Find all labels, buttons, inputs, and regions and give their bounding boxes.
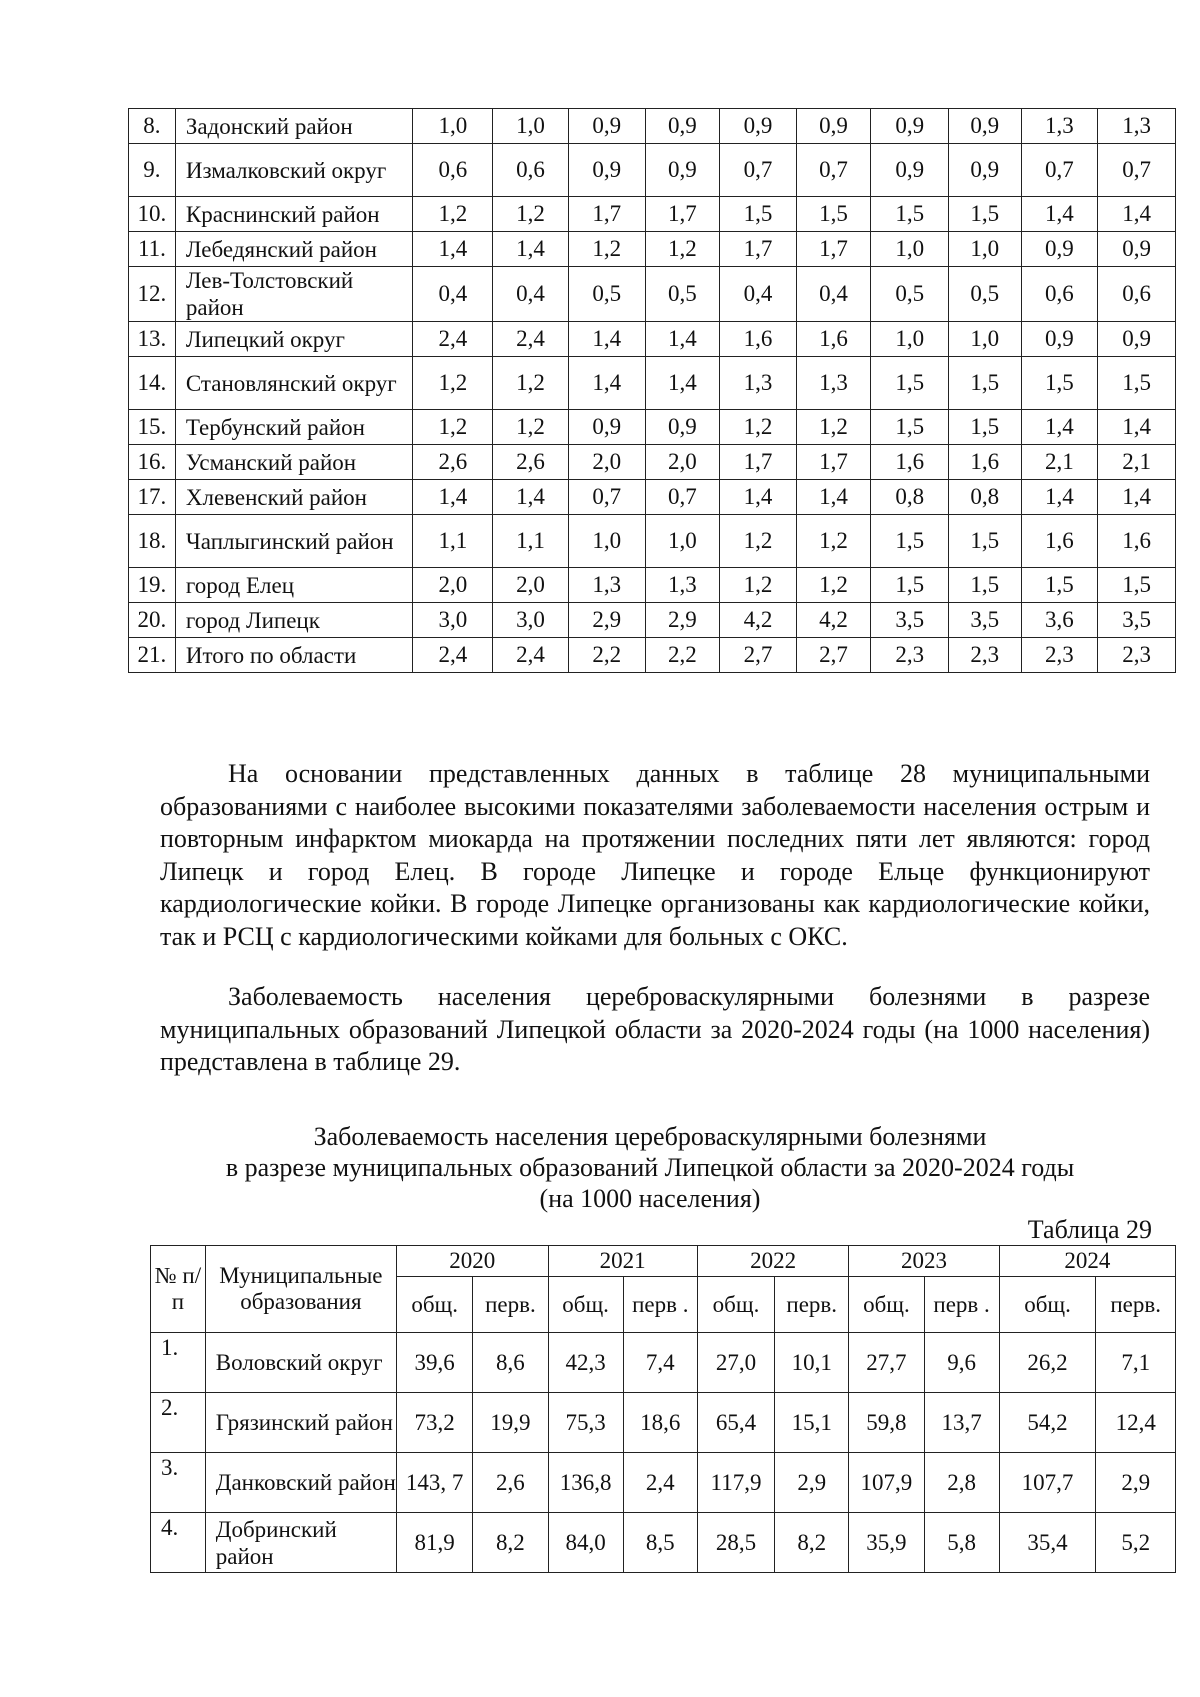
header-subcolumn: перв.: [1096, 1277, 1176, 1333]
municipality-name: Задонский район: [175, 109, 413, 144]
header-subcolumn: общ.: [548, 1277, 623, 1333]
table-29-title-line-1: Заболеваемость населения цереброваскулярными болезнями: [313, 1122, 987, 1151]
value-cell: 1,4: [568, 322, 645, 357]
header-subcolumn: перв.: [473, 1277, 548, 1333]
value-cell: 8,5: [623, 1513, 697, 1573]
value-cell: 2,4: [413, 638, 493, 673]
value-cell: 2,4: [623, 1453, 697, 1513]
value-cell: 2,4: [493, 322, 569, 357]
value-cell: 1,5: [949, 357, 1021, 410]
value-cell: 1,4: [1098, 197, 1176, 232]
value-cell: 2,2: [568, 638, 645, 673]
value-cell: 1,2: [645, 232, 720, 267]
value-cell: 1,2: [413, 197, 493, 232]
row-number: 4.: [151, 1513, 206, 1573]
value-cell: 2,3: [1021, 638, 1098, 673]
value-cell: 1,4: [645, 322, 720, 357]
value-cell: 1,3: [645, 568, 720, 603]
value-cell: 143, 7: [397, 1453, 473, 1513]
value-cell: 1,2: [413, 357, 493, 410]
header-subcolumn: общ.: [397, 1277, 473, 1333]
row-number: 18.: [129, 515, 176, 568]
value-cell: 8,2: [473, 1513, 548, 1573]
value-cell: 8,2: [775, 1513, 849, 1573]
value-cell: 1,4: [1021, 197, 1098, 232]
value-cell: 1,7: [720, 445, 797, 480]
municipality-name: Усманский район: [175, 445, 413, 480]
value-cell: 12,4: [1096, 1393, 1176, 1453]
value-cell: 3,5: [949, 603, 1021, 638]
value-cell: 0,7: [796, 144, 871, 197]
value-cell: 1,4: [493, 480, 569, 515]
value-cell: 1,4: [1098, 480, 1176, 515]
value-cell: 1,5: [949, 515, 1021, 568]
value-cell: 1,7: [720, 232, 797, 267]
table-29-title: [150, 1121, 1150, 1214]
value-cell: 39,6: [397, 1333, 473, 1393]
table-row: [129, 480, 1176, 515]
value-cell: 0,9: [796, 109, 871, 144]
municipality-name: город Липецк: [175, 603, 413, 638]
table-row: [129, 267, 1176, 322]
value-cell: 8,6: [473, 1333, 548, 1393]
value-cell: 1,5: [871, 197, 949, 232]
row-number: 14.: [129, 357, 176, 410]
municipality-name: Итого по области: [175, 638, 413, 673]
value-cell: 73,2: [397, 1393, 473, 1453]
value-cell: 1,5: [796, 197, 871, 232]
value-cell: 0,6: [1098, 267, 1176, 322]
value-cell: 2,0: [568, 445, 645, 480]
value-cell: 0,8: [949, 480, 1021, 515]
value-cell: 2,4: [493, 638, 569, 673]
table-29-header: [151, 1246, 1176, 1333]
value-cell: 0,8: [871, 480, 949, 515]
table-row: [129, 638, 1176, 673]
value-cell: 1,7: [568, 197, 645, 232]
value-cell: 2,9: [775, 1453, 849, 1513]
value-cell: 27,7: [849, 1333, 924, 1393]
value-cell: 0,4: [720, 267, 797, 322]
value-cell: 1,2: [796, 568, 871, 603]
value-cell: 2,3: [871, 638, 949, 673]
value-cell: 1,4: [645, 357, 720, 410]
value-cell: 0,9: [645, 109, 720, 144]
value-cell: 0,9: [568, 144, 645, 197]
value-cell: 0,5: [568, 267, 645, 322]
value-cell: 1,3: [1098, 109, 1176, 144]
value-cell: 1,3: [796, 357, 871, 410]
value-cell: 2,3: [1098, 638, 1176, 673]
value-cell: 0,9: [1098, 232, 1176, 267]
value-cell: 1,3: [568, 568, 645, 603]
value-cell: 2,6: [493, 445, 569, 480]
header-name: Муниципальные образования: [205, 1246, 396, 1333]
header-subcolumn: общ.: [697, 1277, 774, 1333]
value-cell: 0,4: [413, 267, 493, 322]
municipality-name: Грязинский район: [205, 1393, 396, 1453]
value-cell: 1,3: [1021, 109, 1098, 144]
value-cell: 0,9: [568, 109, 645, 144]
municipality-name: город Елец: [175, 568, 413, 603]
header-year: 2022: [697, 1246, 848, 1277]
value-cell: 1,0: [949, 232, 1021, 267]
value-cell: 7,1: [1096, 1333, 1176, 1393]
value-cell: 35,4: [999, 1513, 1096, 1573]
value-cell: 1,5: [871, 410, 949, 445]
value-cell: 1,0: [413, 109, 493, 144]
value-cell: 0,4: [796, 267, 871, 322]
header-year: 2020: [397, 1246, 548, 1277]
table-28-body: [129, 109, 1176, 673]
row-number: 15.: [129, 410, 176, 445]
value-cell: 1,4: [796, 480, 871, 515]
row-number: 20.: [129, 603, 176, 638]
municipality-name: Добринский район: [205, 1513, 396, 1573]
value-cell: 0,9: [720, 109, 797, 144]
value-cell: 7,4: [623, 1333, 697, 1393]
row-number: 19.: [129, 568, 176, 603]
value-cell: 1,4: [413, 232, 493, 267]
table-row: [129, 357, 1176, 410]
value-cell: 1,0: [493, 109, 569, 144]
value-cell: 2,6: [473, 1453, 548, 1513]
value-cell: 0,9: [1021, 232, 1098, 267]
value-cell: 3,5: [1098, 603, 1176, 638]
value-cell: 0,7: [720, 144, 797, 197]
value-cell: 2,2: [645, 638, 720, 673]
value-cell: 1,2: [720, 568, 797, 603]
value-cell: 0,5: [871, 267, 949, 322]
municipality-name: Данковский район: [205, 1453, 396, 1513]
table-row: [129, 603, 1176, 638]
value-cell: 1,5: [871, 515, 949, 568]
row-number: 8.: [129, 109, 176, 144]
value-cell: 1,2: [796, 515, 871, 568]
value-cell: 0,9: [949, 144, 1021, 197]
value-cell: 0,9: [645, 410, 720, 445]
value-cell: 1,0: [871, 232, 949, 267]
value-cell: 3,0: [493, 603, 569, 638]
value-cell: 26,2: [999, 1333, 1096, 1393]
table-28: [128, 108, 1176, 673]
value-cell: 0,5: [949, 267, 1021, 322]
table-row: [129, 568, 1176, 603]
value-cell: 0,5: [645, 267, 720, 322]
header-subcolumn: перв .: [623, 1277, 697, 1333]
value-cell: 1,6: [796, 322, 871, 357]
value-cell: 1,4: [568, 357, 645, 410]
value-cell: 1,6: [1021, 515, 1098, 568]
value-cell: 2,7: [720, 638, 797, 673]
table-row: [151, 1333, 1176, 1393]
value-cell: 0,6: [413, 144, 493, 197]
table-29-label: Таблица 29: [1027, 1215, 1152, 1244]
value-cell: 0,7: [1021, 144, 1098, 197]
value-cell: 2,8: [924, 1453, 999, 1513]
value-cell: 0,7: [1098, 144, 1176, 197]
value-cell: 107,9: [849, 1453, 924, 1513]
value-cell: 1,4: [720, 480, 797, 515]
row-number: 10.: [129, 197, 176, 232]
value-cell: 1,5: [1021, 568, 1098, 603]
row-number: 21.: [129, 638, 176, 673]
value-cell: 2,4: [413, 322, 493, 357]
municipality-name: Лебедянский район: [175, 232, 413, 267]
table-row: [151, 1453, 1176, 1513]
value-cell: 0,9: [871, 109, 949, 144]
value-cell: 75,3: [548, 1393, 623, 1453]
value-cell: 1,5: [949, 197, 1021, 232]
header-subcolumn: общ.: [849, 1277, 924, 1333]
value-cell: 1,6: [871, 445, 949, 480]
value-cell: 65,4: [697, 1393, 774, 1453]
value-cell: 35,9: [849, 1513, 924, 1573]
value-cell: 1,2: [493, 197, 569, 232]
value-cell: 13,7: [924, 1393, 999, 1453]
value-cell: 54,2: [999, 1393, 1096, 1453]
value-cell: 28,5: [697, 1513, 774, 1573]
value-cell: 2,3: [949, 638, 1021, 673]
value-cell: 1,0: [568, 515, 645, 568]
value-cell: 1,6: [1098, 515, 1176, 568]
value-cell: 0,6: [1021, 267, 1098, 322]
value-cell: 9,6: [924, 1333, 999, 1393]
table-row: [129, 410, 1176, 445]
value-cell: 1,5: [949, 568, 1021, 603]
value-cell: 4,2: [720, 603, 797, 638]
value-cell: 3,6: [1021, 603, 1098, 638]
value-cell: 27,0: [697, 1333, 774, 1393]
value-cell: 0,9: [1098, 322, 1176, 357]
value-cell: 1,2: [720, 410, 797, 445]
value-cell: 1,5: [871, 568, 949, 603]
value-cell: 1,4: [1021, 480, 1098, 515]
header-subcolumn: перв .: [924, 1277, 999, 1333]
header-num: № п/п: [151, 1246, 206, 1333]
table-row: [129, 109, 1176, 144]
municipality-name: Лев-Толстовский район: [175, 267, 413, 322]
value-cell: 42,3: [548, 1333, 623, 1393]
value-cell: 1,4: [1021, 410, 1098, 445]
value-cell: 0,9: [949, 109, 1021, 144]
value-cell: 2,1: [1021, 445, 1098, 480]
header-year: 2021: [548, 1246, 697, 1277]
value-cell: 1,2: [493, 410, 569, 445]
value-cell: 19,9: [473, 1393, 548, 1453]
value-cell: 136,8: [548, 1453, 623, 1513]
value-cell: 59,8: [849, 1393, 924, 1453]
value-cell: 5,8: [924, 1513, 999, 1573]
value-cell: 1,4: [493, 232, 569, 267]
municipality-name: Тербунский район: [175, 410, 413, 445]
value-cell: 2,9: [568, 603, 645, 638]
value-cell: 2,9: [1096, 1453, 1176, 1513]
row-number: 12.: [129, 267, 176, 322]
value-cell: 0,7: [645, 480, 720, 515]
header-subcolumn: перв.: [775, 1277, 849, 1333]
value-cell: 2,7: [796, 638, 871, 673]
value-cell: 2,0: [645, 445, 720, 480]
value-cell: 107,7: [999, 1453, 1096, 1513]
paragraph-conclusion: На основании представленных данных в таблице 28 муниципальными образованиями с наиболее высокими показателями заболеваемости населения острым и повторным инфарктом миокарда на протяжении последних пяти лет являются: город Липецк и город Елец. В городе Липецке и городе Ельце функционируют кардиологические койки. В городе Липецке организованы как кардиологические койки, так и РСЦ с кардиологическими койками для больных с ОКС.: [160, 759, 1150, 951]
value-cell: 0,9: [568, 410, 645, 445]
value-cell: 2,0: [493, 568, 569, 603]
value-cell: 84,0: [548, 1513, 623, 1573]
value-cell: 1,2: [493, 357, 569, 410]
municipality-name: Чаплыгинский район: [175, 515, 413, 568]
value-cell: 10,1: [775, 1333, 849, 1393]
value-cell: 0,4: [493, 267, 569, 322]
row-number: 3.: [151, 1453, 206, 1513]
value-cell: 1,5: [720, 197, 797, 232]
value-cell: 2,0: [413, 568, 493, 603]
row-number: 17.: [129, 480, 176, 515]
municipality-name: Становлянский округ: [175, 357, 413, 410]
value-cell: 1,7: [796, 445, 871, 480]
row-number: 16.: [129, 445, 176, 480]
value-cell: 1,4: [1098, 410, 1176, 445]
header-year: 2023: [849, 1246, 999, 1277]
value-cell: 3,0: [413, 603, 493, 638]
table-row: [129, 232, 1176, 267]
value-cell: 1,5: [1098, 568, 1176, 603]
value-cell: 1,0: [645, 515, 720, 568]
value-cell: 5,2: [1096, 1513, 1176, 1573]
paragraph-table-29-intro: Заболеваемость населения цереброваскулярными болезнями в разрезе муниципальных образований Липецкой области за 2020-2024 годы (на 1000 населения) представлена в таблице 29.: [160, 982, 1150, 1076]
table-row: [129, 445, 1176, 480]
value-cell: 1,1: [413, 515, 493, 568]
value-cell: 0,7: [568, 480, 645, 515]
municipality-name: Краснинский район: [175, 197, 413, 232]
value-cell: 1,6: [720, 322, 797, 357]
table-29: [150, 1245, 1176, 1573]
value-cell: 3,5: [871, 603, 949, 638]
municipality-name: Липецкий округ: [175, 322, 413, 357]
value-cell: 0,9: [1021, 322, 1098, 357]
value-cell: 1,7: [796, 232, 871, 267]
row-number: 13.: [129, 322, 176, 357]
table-row: [129, 322, 1176, 357]
value-cell: 1,3: [720, 357, 797, 410]
value-cell: 1,0: [949, 322, 1021, 357]
value-cell: 1,0: [871, 322, 949, 357]
value-cell: 1,2: [568, 232, 645, 267]
table-row: [129, 197, 1176, 232]
value-cell: 1,4: [413, 480, 493, 515]
municipality-name: Измалковский округ: [175, 144, 413, 197]
value-cell: 15,1: [775, 1393, 849, 1453]
table-row: [151, 1393, 1176, 1453]
value-cell: 1,2: [413, 410, 493, 445]
value-cell: 1,2: [796, 410, 871, 445]
value-cell: 1,2: [720, 515, 797, 568]
value-cell: 0,9: [871, 144, 949, 197]
value-cell: 1,7: [645, 197, 720, 232]
value-cell: 81,9: [397, 1513, 473, 1573]
table-29-body: [151, 1333, 1176, 1573]
row-number: 1.: [151, 1333, 206, 1393]
municipality-name: Хлевенский район: [175, 480, 413, 515]
table-29-title-line-2: в разрезе муниципальных образований Липецкой области за 2020-2024 годы: [225, 1153, 1075, 1182]
value-cell: 1,5: [1021, 357, 1098, 410]
row-number: 11.: [129, 232, 176, 267]
value-cell: 0,9: [645, 144, 720, 197]
header-subcolumn: общ.: [999, 1277, 1096, 1333]
table-row: [151, 1513, 1176, 1573]
table-row: [129, 515, 1176, 568]
header-year: 2024: [999, 1246, 1175, 1277]
value-cell: 2,6: [413, 445, 493, 480]
value-cell: 1,1: [493, 515, 569, 568]
value-cell: 1,5: [949, 410, 1021, 445]
value-cell: 18,6: [623, 1393, 697, 1453]
row-number: 9.: [129, 144, 176, 197]
table-29-title-line-3: (на 1000 населения): [539, 1184, 761, 1213]
value-cell: 1,5: [871, 357, 949, 410]
value-cell: 117,9: [697, 1453, 774, 1513]
value-cell: 1,5: [1098, 357, 1176, 410]
value-cell: 1,6: [949, 445, 1021, 480]
value-cell: 4,2: [796, 603, 871, 638]
municipality-name: Воловский округ: [205, 1333, 396, 1393]
table-row: [129, 144, 1176, 197]
value-cell: 2,1: [1098, 445, 1176, 480]
value-cell: 0,6: [493, 144, 569, 197]
value-cell: 2,9: [645, 603, 720, 638]
row-number: 2.: [151, 1393, 206, 1453]
